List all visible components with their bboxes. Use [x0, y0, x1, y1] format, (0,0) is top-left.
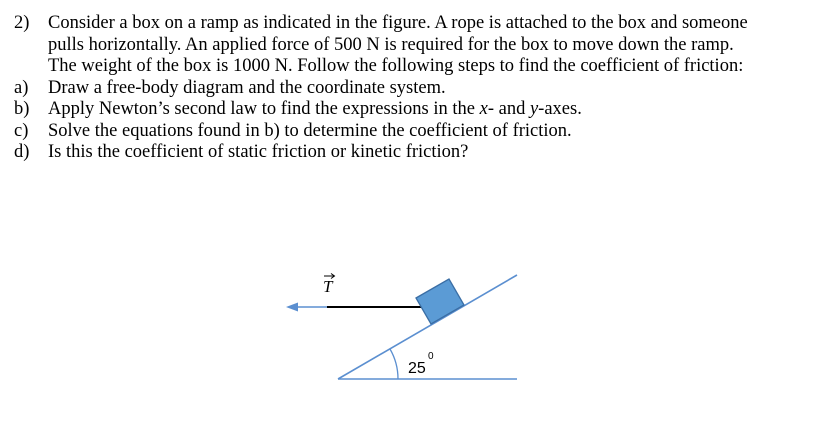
part-text: Solve the equations found in b) to determine the coefficient of friction. — [48, 120, 572, 141]
tension-label: T — [323, 277, 333, 296]
part-text: Is this the coefficient of static friction or kinetic friction? — [48, 142, 469, 162]
stem-line: The weight of the box is 1000 N. Follow the following steps to find the coefficient of friction: — [48, 56, 744, 76]
x-variable: x — [479, 99, 488, 119]
part-text-mid: - and — [487, 99, 530, 119]
part-label: d) — [14, 142, 30, 162]
tension-arrow-head — [286, 303, 298, 312]
part-text-end: -axes. — [538, 99, 582, 119]
angle-degree-mark: 0 — [428, 351, 434, 362]
angle-arc — [390, 349, 398, 379]
box — [416, 279, 464, 324]
part-label: a) — [14, 77, 29, 98]
part-text: Draw a free-body diagram and the coordinate system. — [48, 77, 446, 98]
stem-line: pulls horizontally. An applied force of 500 N is required for the box to move down the ramp. — [48, 34, 734, 55]
part-label: b) — [14, 99, 30, 119]
stem-line: Consider a box on a ramp as indicated in the figure. A rope is attached to the box and someone — [48, 13, 748, 33]
part-text-start: Apply Newton’s second law to find the expressions in the — [48, 99, 480, 119]
y-variable: y — [529, 99, 539, 119]
angle-value: 25 — [408, 360, 426, 377]
problem-number: 2) — [14, 13, 30, 33]
part-label: c) — [14, 120, 29, 141]
ramp-incline — [338, 275, 517, 379]
